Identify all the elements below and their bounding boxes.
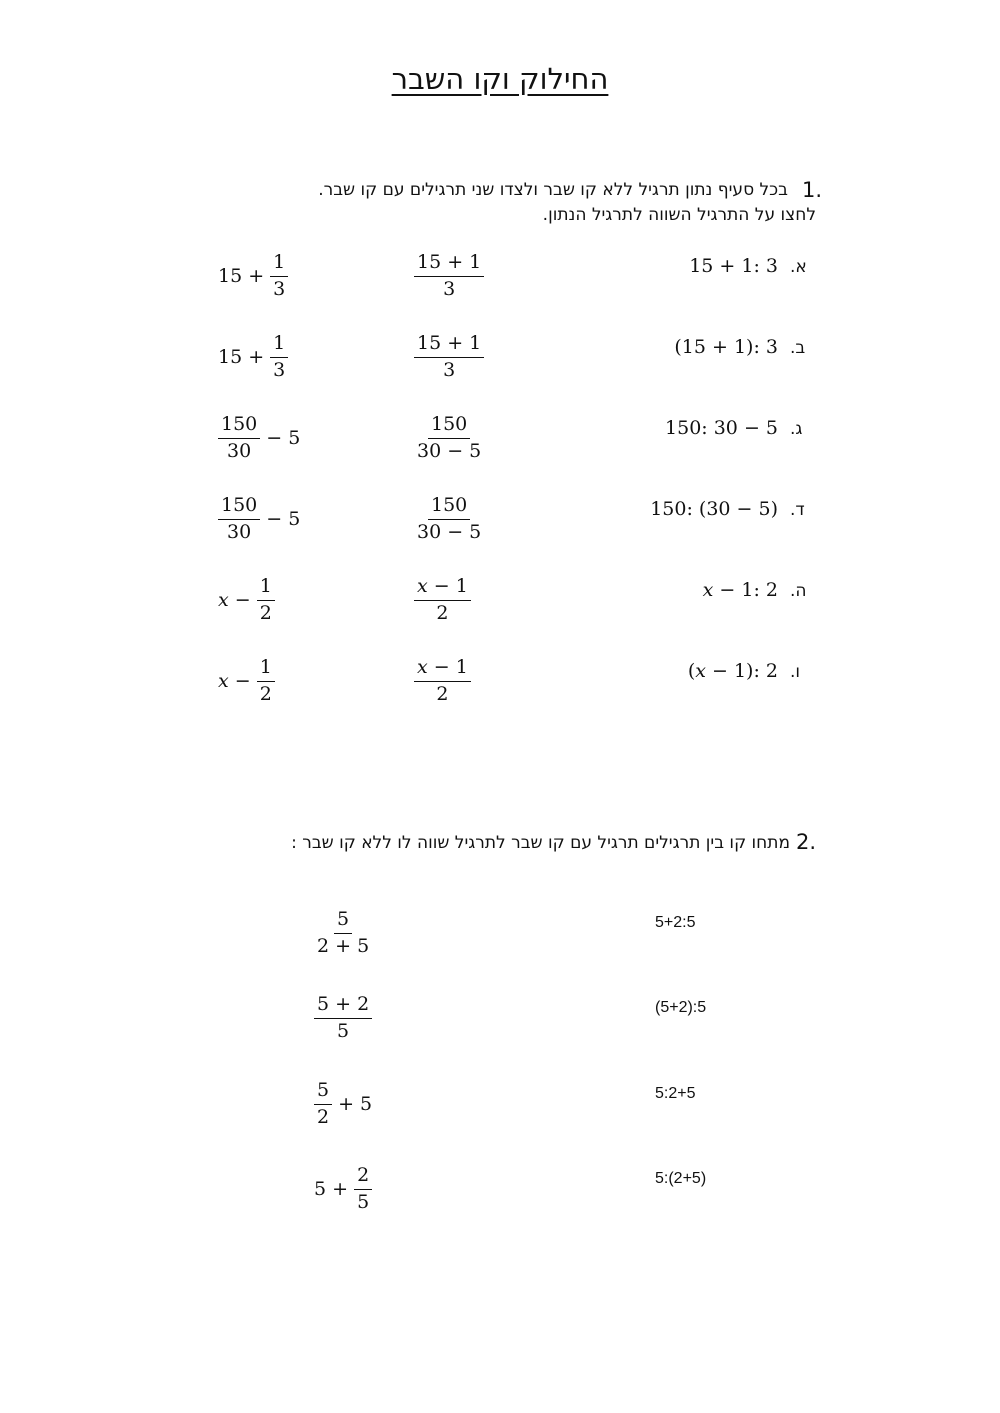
fraction-numerator: 2	[354, 1166, 372, 1190]
match-expression-item[interactable]: 5:2+5	[655, 1085, 696, 1102]
expression-prefix: 15 +	[218, 265, 265, 288]
fraction	[414, 334, 484, 381]
fraction	[314, 995, 372, 1042]
fraction	[257, 658, 275, 705]
match-expression-item[interactable]: 5+2:5	[655, 914, 696, 931]
match-expression-item[interactable]: (5+2):5	[655, 999, 707, 1016]
expression-prefix: 5 +	[314, 1178, 349, 1201]
fraction-denominator: 5	[337, 1019, 350, 1042]
fraction-numerator: 1	[270, 253, 288, 277]
item-label: ו.	[790, 662, 801, 682]
fraction-denominator: 2	[317, 1105, 330, 1128]
item-label: א.	[790, 257, 807, 277]
expression-suffix: − 5	[266, 427, 301, 450]
option-fraction-b[interactable]	[218, 334, 288, 381]
option-fraction-a[interactable]	[414, 496, 484, 543]
fraction-numerator: 5	[314, 1081, 332, 1105]
fraction-numerator: 𝑥 − 1	[414, 577, 471, 601]
match-fraction-item[interactable]	[314, 1166, 372, 1213]
option-fraction-a[interactable]	[414, 415, 484, 462]
expression-prefix: 𝑥 −	[218, 670, 251, 693]
fraction-denominator: 2	[436, 682, 449, 705]
fraction-numerator: 1	[270, 334, 288, 358]
q2-instruction: מתחו קו בין תרגילים תרגיל עם קו שבר לתרגיל שווה לו ללא קו שבר :	[291, 833, 790, 853]
item-label: ה.	[790, 581, 807, 601]
q1-number: 1.	[802, 178, 823, 202]
fraction	[314, 910, 372, 957]
match-expression-item[interactable]: 5:(2+5)	[655, 1170, 707, 1187]
fraction-denominator: 30 − 5	[417, 520, 482, 543]
fraction-numerator: 15 + 1	[414, 334, 484, 358]
fraction	[354, 1166, 372, 1213]
fraction	[414, 253, 484, 300]
option-fraction-a[interactable]	[414, 253, 484, 300]
given-expression: 150: 30 − 5	[665, 417, 778, 439]
fraction-numerator: 5	[334, 910, 352, 934]
fraction-numerator: 15 + 1	[414, 253, 484, 277]
fraction	[414, 658, 471, 705]
q1-instruction-line2: לחצו על התרגיל השווה לתרגיל הנתון.	[542, 205, 816, 225]
fraction-denominator: 2	[259, 601, 272, 624]
item-label: ג.	[790, 419, 803, 439]
fraction	[314, 1081, 332, 1128]
fraction-denominator: 30 − 5	[417, 439, 482, 462]
option-fraction-b[interactable]	[218, 415, 300, 462]
fraction	[270, 253, 288, 300]
item-label: ב.	[790, 338, 806, 358]
option-fraction-a[interactable]	[414, 334, 484, 381]
given-expression: 15 + 1: 3	[689, 255, 778, 277]
page-title: החילוק וקו השבר	[391, 62, 609, 96]
fraction-denominator: 2 + 5	[317, 934, 370, 957]
match-fraction-item[interactable]	[314, 1081, 372, 1128]
given-expression: (15 + 1): 3	[674, 336, 778, 358]
fraction-denominator: 5	[357, 1190, 370, 1213]
fraction-denominator: 30	[227, 520, 252, 543]
option-fraction-b[interactable]	[218, 658, 275, 705]
option-fraction-b[interactable]	[218, 577, 275, 624]
fraction-numerator: 150	[218, 496, 260, 520]
fraction-denominator: 2	[436, 601, 449, 624]
fraction-numerator: 1	[257, 658, 275, 682]
fraction-denominator: 2	[259, 682, 272, 705]
fraction-numerator: 1	[257, 577, 275, 601]
option-fraction-b[interactable]	[218, 253, 288, 300]
q1-instruction-line1: בכל סעיף נתון תרגיל ללא קו שבר ולצדו שני תרגילים עם קו שבר.	[318, 180, 788, 200]
expression-suffix: − 5	[266, 508, 301, 531]
fraction-denominator: 3	[273, 277, 286, 300]
fraction	[414, 415, 484, 462]
fraction-denominator: 3	[273, 358, 286, 381]
fraction	[414, 577, 471, 624]
option-fraction-b[interactable]	[218, 496, 300, 543]
fraction	[218, 496, 260, 543]
fraction-denominator: 30	[227, 439, 252, 462]
match-fraction-item[interactable]	[314, 995, 372, 1042]
fraction-numerator: 𝑥 − 1	[414, 658, 471, 682]
fraction-numerator: 5 + 2	[314, 995, 372, 1019]
fraction-numerator: 150	[428, 415, 470, 439]
fraction	[414, 496, 484, 543]
item-label: ד.	[790, 500, 805, 520]
expression-prefix: 𝑥 −	[218, 589, 251, 612]
fraction-numerator: 150	[218, 415, 260, 439]
expression-suffix: + 5	[338, 1093, 373, 1116]
q2-number: 2.	[796, 830, 817, 854]
fraction	[218, 415, 260, 462]
fraction	[270, 334, 288, 381]
fraction-denominator: 3	[443, 358, 456, 381]
fraction	[257, 577, 275, 624]
option-fraction-a[interactable]	[414, 577, 471, 624]
expression-prefix: 15 +	[218, 346, 265, 369]
fraction-numerator: 150	[428, 496, 470, 520]
given-expression: 150: (30 − 5)	[650, 498, 778, 520]
given-expression: 𝑥 − 1: 2	[702, 579, 778, 601]
fraction-denominator: 3	[443, 277, 456, 300]
given-expression: (𝑥 − 1): 2	[687, 660, 778, 682]
option-fraction-a[interactable]	[414, 658, 471, 705]
match-fraction-item[interactable]	[314, 910, 372, 957]
